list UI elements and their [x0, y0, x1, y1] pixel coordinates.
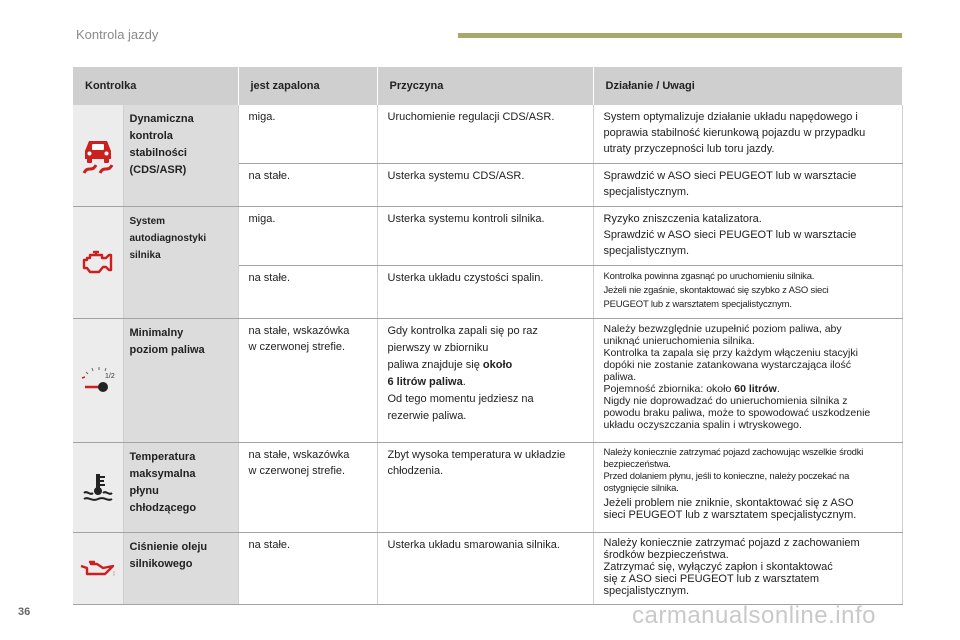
table-header-row	[73, 67, 902, 105]
light-name-cell: Temperatura maksymalna płynu chłodzącego	[123, 443, 238, 533]
state-cell: na stałe, wskazówka w czerwonej strefie.	[238, 443, 377, 533]
section-header-bar	[458, 33, 902, 38]
light-name-cell: System autodiagnostyki silnika	[123, 207, 238, 319]
table-row	[73, 533, 902, 605]
gauge-label: 1/2	[104, 372, 115, 380]
cause-cell: Gdy kontrolka zapali się po raz pierwszy w zbiorniku paliwa znajduje się około 6 litrów paliwa. Od tego momentu jedziesz na rezerwie paliwa.	[377, 319, 593, 443]
light-name-cell: Dynamiczna kontrola stabilności (CDS/ASR)	[123, 105, 238, 207]
cause-cell: Usterka układu czystości spalin.	[377, 266, 593, 319]
state-cell: na stałe, wskazówka w czerwonej strefie.	[238, 319, 377, 443]
action-cell: Należy koniecznie zatrzymać pojazd zachowując wszelkie środki bezpieczeństwa. Przed dolaniem płynu, jeśli to konieczne, należy poczekać na ostygnięcie silnika. Jeżeli problem nie zniknie, skontaktować się z ASO sieci PEUGEOT lub z warsztatem specjalistycznym.	[593, 443, 902, 533]
icon-cell	[73, 319, 123, 443]
stability-control-icon	[81, 137, 115, 175]
action-cell: System optymalizuje działanie układu napędowego i poprawia stabilność kierunkową pojazdu w przypadku utraty przyczepności lub toru jazdy.	[593, 105, 902, 164]
action-cell: Należy bezwzględnie uzupełnić poziom paliwa, aby uniknąć unieruchomienia silnika. Kontrolka ta zapala się przy każdym włączeniu stacyjki dopóki nie zostanie zatankowana wystarczająca ilość paliwa. Pojemność zbiornika: około 60 litrów. Nigdy nie doprowadzać do unieruchomienia silnika z powodu braku paliwa, może to spowodować uszkodzenie układu oczyszczania spalin i wtryskowego.	[593, 319, 902, 443]
icon-cell	[73, 105, 123, 207]
icon-cell	[73, 533, 123, 605]
icon-cell	[73, 443, 123, 533]
warning-lights-table	[73, 67, 903, 605]
state-cell: na stałe.	[238, 266, 377, 319]
state-cell: na stałe.	[238, 164, 377, 207]
action-cell: Sprawdzić w ASO sieci PEUGEOT lub w warsztacie specjalistycznym.	[593, 164, 902, 207]
table-row	[73, 105, 902, 164]
cause-cell: Usterka systemu kontroli silnika.	[377, 207, 593, 266]
cause-cell: Usterka systemu CDS/ASR.	[377, 164, 593, 207]
coolant-temperature-icon	[81, 471, 115, 505]
state-cell: miga.	[238, 207, 377, 266]
header-action: Działanie / Uwagi	[593, 67, 902, 105]
action-cell: Należy koniecznie zatrzymać pojazd z zachowaniem środków bezpieczeństwa. Zatrzymać się, wyłączyć zapłon i skontaktować się z ASO sieci PEUGEOT lub z warsztatem specjalistycznym.	[593, 533, 902, 605]
table-row	[73, 207, 902, 266]
cause-cell: Zbyt wysoka temperatura w układzie chłodzenia.	[377, 443, 593, 533]
section-title: Kontrola jazdy	[76, 27, 159, 42]
oil-pressure-icon	[79, 558, 117, 580]
watermark: carmanualsonline.info	[632, 602, 876, 629]
header-cause: Przyczyna	[377, 67, 593, 105]
header-kontrolka: Kontrolka	[73, 67, 238, 105]
engine-check-icon	[81, 250, 115, 276]
action-cell: Ryzyko zniszczenia katalizatora. Sprawdzić w ASO sieci PEUGEOT lub w warsztacie specjalistycznym.	[593, 207, 902, 266]
header-state: jest zapalona	[238, 67, 377, 105]
page-number: 36	[18, 606, 31, 618]
icon-cell	[73, 207, 123, 319]
fuel-gauge-icon	[79, 365, 117, 397]
light-name-cell: Minimalny poziom paliwa	[123, 319, 238, 443]
state-cell: na stałe.	[238, 533, 377, 605]
cause-cell: Uruchomienie regulacji CDS/ASR.	[377, 105, 593, 164]
cause-cell: Usterka układu smarowania silnika.	[377, 533, 593, 605]
table-row	[73, 319, 902, 443]
light-name-cell: Ciśnienie oleju silnikowego	[123, 533, 238, 605]
table-row	[73, 443, 902, 533]
action-cell: Kontrolka powinna zgasnąć po uruchomieniu silnika. Jeżeli nie zgaśnie, skontaktować się szybko z ASO sieci PEUGEOT lub z warsztatem specjalistycznym.	[593, 266, 902, 319]
state-cell: miga.	[238, 105, 377, 164]
